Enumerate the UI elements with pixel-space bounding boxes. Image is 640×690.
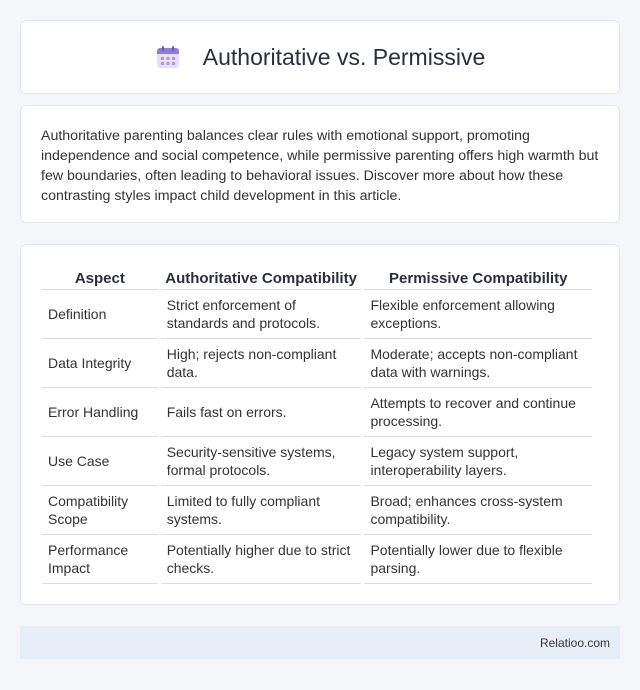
- table-cell: Moderate; accepts non-compliant data with warnings.: [364, 339, 592, 388]
- column-header: Permissive Compatibility: [364, 263, 592, 290]
- footer-brand[interactable]: Relatioo.com: [539, 635, 610, 650]
- footer: [20, 626, 620, 659]
- table-cell: Use Case: [42, 437, 158, 486]
- table-cell: Legacy system support, interoperability layers.: [364, 437, 592, 486]
- column-header: Authoritative Compatibility: [161, 263, 362, 290]
- table-row: [42, 486, 592, 535]
- table-cell: Strict enforcement of standards and protocols.: [161, 290, 362, 339]
- title-card: [20, 20, 620, 94]
- intro-card: [20, 105, 620, 223]
- table-cell: Compatibility Scope: [42, 486, 158, 535]
- table-cell: Performance Impact: [42, 535, 158, 584]
- table-row: [42, 437, 592, 486]
- table-header-row: [42, 263, 592, 290]
- column-header: Aspect: [42, 263, 158, 290]
- table-cell: Data Integrity: [42, 339, 158, 388]
- table-row: [42, 339, 592, 388]
- comparison-table: [39, 263, 595, 584]
- table-row: [42, 290, 592, 339]
- calendar-icon: [155, 44, 181, 70]
- table-cell: Broad; enhances cross-system compatibility.: [364, 486, 592, 535]
- table-cell: High; rejects non-compliant data.: [161, 339, 362, 388]
- table-cell: Definition: [42, 290, 158, 339]
- table-cell: Potentially higher due to strict checks.: [161, 535, 362, 584]
- table-cell: Error Handling: [42, 388, 158, 437]
- page-title: Authoritative vs. Permissive: [202, 43, 486, 70]
- table-cell: Flexible enforcement allowing exceptions.: [364, 290, 592, 339]
- intro-text: Authoritative parenting balances clear rules with emotional support, promoting independence and social competence, while permissive parenting offers high warmth but few boundaries, often leading to behavioral issues. Discover more about how these contrasting styles impact child development in this article.: [41, 128, 599, 204]
- table-cell: Limited to fully compliant systems.: [161, 486, 362, 535]
- table-cell: Fails fast on errors.: [161, 388, 362, 437]
- table-row: [42, 535, 592, 584]
- table-cell: Attempts to recover and continue processing.: [364, 388, 592, 437]
- table-row: [42, 388, 592, 437]
- table-cell: Security-sensitive systems, formal protocols.: [161, 437, 362, 486]
- table-cell: Potentially lower due to flexible parsing.: [364, 535, 592, 584]
- comparison-card: [20, 244, 620, 605]
